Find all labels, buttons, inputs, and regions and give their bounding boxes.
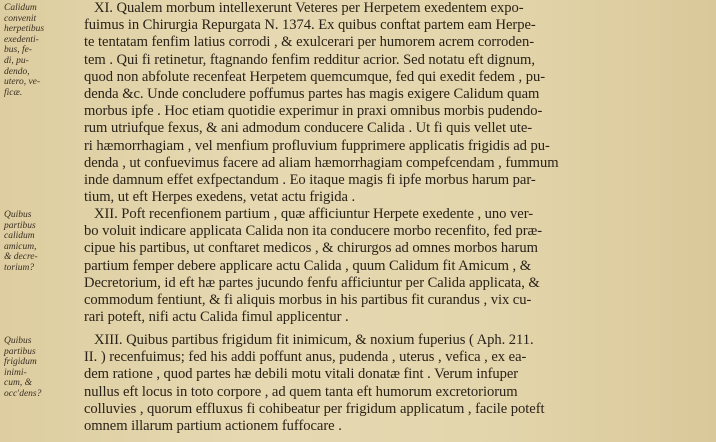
margin-note [4,210,74,274]
text-line: inde damnum effet exfpectandum . Eo itaque magis fi ipfe morbus harum par- [84,171,536,188]
text-line: XIII. Quibus partibus frigidum fit inimicum, & noxium fuperius ( Aph. 211. [94,332,534,348]
margin-note-line: occ'dens? [4,388,42,399]
text-line: XI. Qualem morbum intellexerunt Veteres per Herpetem exedentem expo- [94,0,524,16]
margin-note-line: partibus [4,346,36,357]
text-line: denda , ut confuevimus facere ad aliam hæmorrhagiam compefcendam , fummum [84,154,559,171]
margin-note-line: convenit [4,13,37,24]
text-line: quod non abfolute recenfeat Herpetem quemcumque, fed qui exedit fedem , pu- [84,68,546,85]
margin-note-line: Quibus [4,210,32,220]
margin-note-line: dendo, [4,66,30,77]
margin-note-line: torium? [4,262,35,273]
paragraph-text [84,0,672,206]
text-line: tem . Qui fi retinetur, ftagnando fenfim redditur acrior. Sed notatu eft dignum, [84,51,535,68]
margin-note-line: Quibus [4,336,32,346]
margin-note-line: utero, ve- [4,77,41,88]
text-line: fuimus in Chirurgia Repurgata N. 1374. Ex quibus conftat partem eam Herpe- [84,17,536,34]
margin-note-line: herpetibus [4,24,45,35]
margin-note [4,336,74,400]
text-line: denda &c. Unde concludere poffumus partes has magis exigere Calidum quam [84,85,540,102]
text-line: tium, ut eft Herpes exedens, vetat actu frigida . [84,189,356,206]
paragraph-text [84,332,672,435]
text-line: colluvies , quorum effluxus fi cohibeatur per frigidum applicatum , facile poteft [84,400,545,417]
margin-note-line: di, pu- [4,55,29,66]
text-line: rari poteft, nifi actu Calida fimul applicentur . [84,309,349,326]
margin-note-line: amicum, [4,241,37,252]
margin-note-line: bus, fe- [4,45,32,56]
margin-note-line: ficæ. [4,87,23,98]
margin-note-line: calidum [4,231,35,242]
text-line: Decretorium, id eft hæ partes jucundo fenfu afficiuntur per Calida applicata, & [84,274,540,291]
margin-note-line: partibus [4,220,36,231]
margin-note-line: & decre- [4,252,38,263]
text-line: dem ratione , quod partes hæ debili motu vitali donatæ fint . Verum infuper [84,366,519,383]
text-line: partium femper debere applicare actu Calida , quum Calidum fit Amicum , & [84,257,531,274]
text-line: omnem illarum partium actionem fuffocare . [84,417,342,434]
margin-note-line: cum, & [4,378,32,389]
text-line: te tentatam fenfim latius corrodi , & exulcerari per humorem acrem corroden- [84,34,535,51]
margin-note-line: frigidum [4,357,37,368]
text-line: nullus eft locus in toto corpore , ad quem tanta eft humorum excretoriorum [84,383,518,400]
margin-note-line: exedenti- [4,34,39,45]
text-line: bo voluit indicare applicata Calida non ita conducere morbo recenfito, fed præ- [84,223,543,240]
paragraph-text [84,206,672,326]
text-line: rum utriufque fexus, & ani admodum conducere Calida . Ut fi quis vellet ute- [84,120,533,137]
margin-note-line: Calidum [4,3,37,13]
text-line: cipue his partibus, ut conftaret medicos , & chirurgos ad omnes morbos harum [84,240,538,257]
text-line: II. ) recenfuimus; fed his addi poffunt anus, pudenda , uterus , vefica , ex ea- [84,349,527,366]
margin-note-line: inimi- [4,367,27,378]
text-line: morbus ipfe . Hoc etiam quotidie experimur in praxi omnibus morbis pudendo- [84,103,543,120]
text-line: ri hæmorrhagiam , vel menfium profluvium fupprimere applicatis frigidis ad pu- [84,137,550,154]
margin-note [4,3,74,98]
text-line: commodum fentiunt, & fi aliquis morbus in his partibus fit curandus , vix cu- [84,291,532,308]
text-line: XII. Poft recenfionem partium , quæ afficiuntur Herpete exedente , uno ver- [94,206,534,222]
